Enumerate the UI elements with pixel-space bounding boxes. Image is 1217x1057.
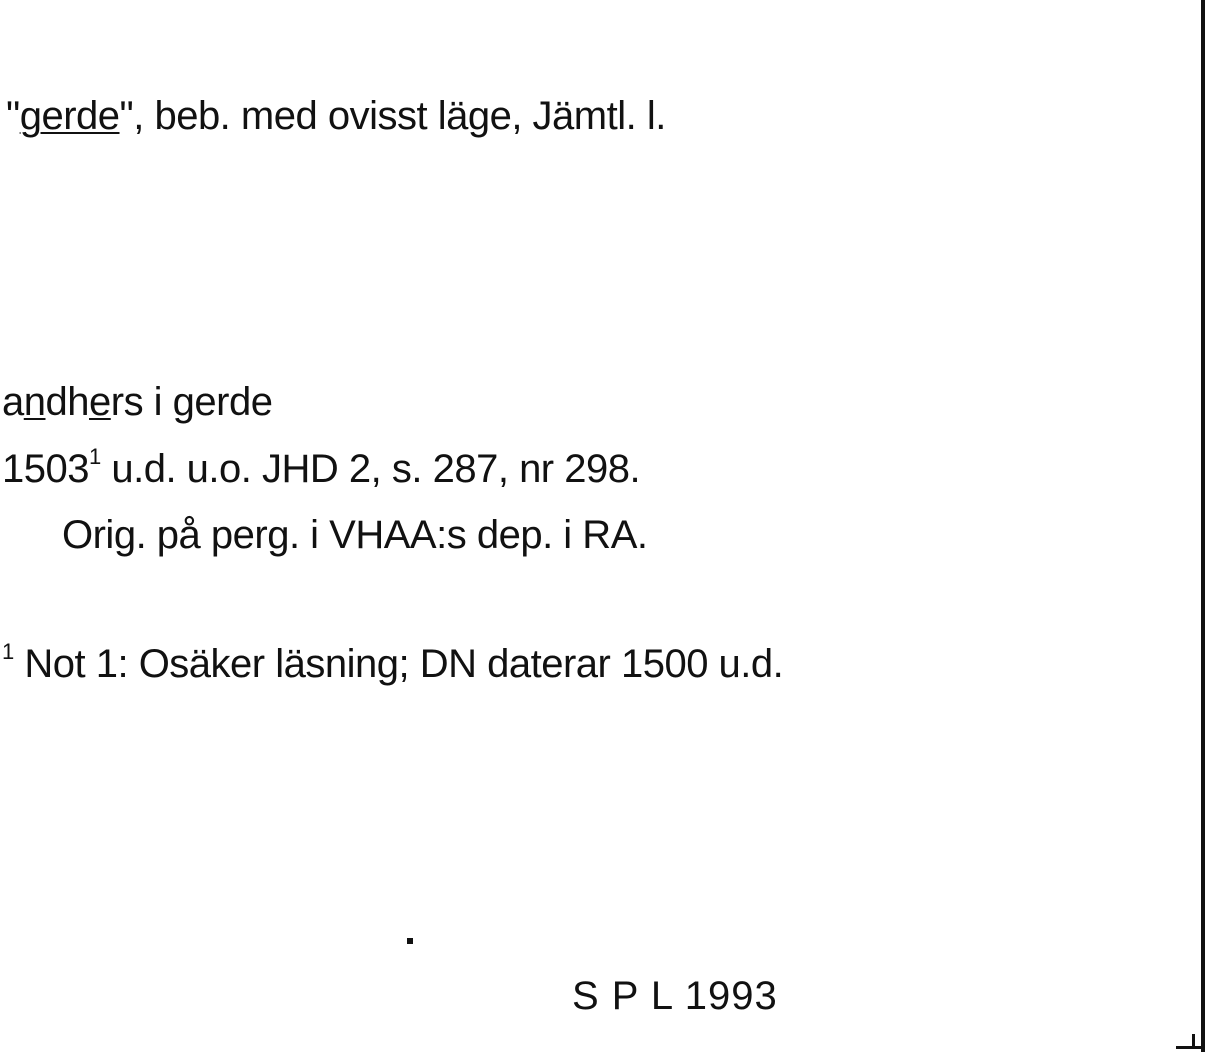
entry-citation	[2, 445, 640, 493]
entry-name-underlined: e	[89, 380, 111, 424]
open-quote: "	[6, 94, 20, 138]
entry-name-part: a	[2, 380, 24, 424]
footnote-reference: 1	[88, 443, 101, 469]
footer-mark-text: S P L 1993	[572, 974, 778, 1018]
citation-year: 1503	[2, 447, 89, 491]
footnote	[2, 640, 783, 688]
headword-line	[6, 92, 666, 140]
citation-text: u.d. u.o. JHD 2, s. 287, nr 298.	[100, 447, 641, 491]
footer-mark	[572, 972, 778, 1020]
corner-mark	[1176, 1046, 1204, 1049]
entry-name-part: dh	[45, 380, 89, 424]
corner-tick	[1192, 1034, 1195, 1048]
entry-name	[2, 378, 273, 426]
headword-description: , beb. med ovisst läge, Jämtl. l.	[133, 94, 666, 138]
page-right-border	[1201, 0, 1205, 1052]
headword: gerde	[19, 94, 120, 138]
source-text: Orig. på perg. i VHAA:s dep. i RA.	[62, 513, 648, 557]
footnote-text: Not 1: Osäker läsning; DN daterar 1500 u.d.	[13, 642, 784, 686]
entry-source	[62, 511, 647, 559]
entry-name-underlined: n	[23, 380, 46, 424]
stray-dot	[407, 938, 413, 944]
entry-name-part: rs i gerde	[110, 380, 273, 424]
close-quote: "	[119, 94, 134, 138]
footnote-marker: 1	[2, 638, 14, 664]
